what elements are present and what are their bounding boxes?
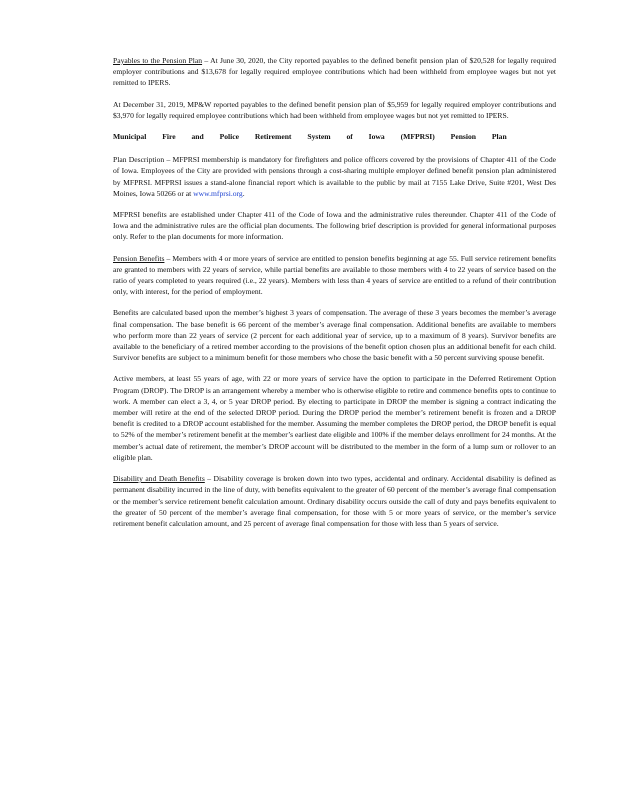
drop-paragraph <box>113 373 556 463</box>
section-heading: Municipal Fire and Police Retirement System of Iowa (MFPRSI) Pension Plan <box>113 132 507 142</box>
mfprsi-website-link[interactable]: www.mfprsi.org <box>193 188 243 198</box>
disability-text: – Disability coverage is broken down into two types, accidental and ordinary. Accidental disability is defined as permanent disability incurred in the line of duty, with benefits equivalent to the greater of 60 percent of the member’s average final compensation or the member’s service retirement benefit calculation amount. Ordinary disability occurs outside the call of duty and pays benefits equivalent to the greater of 50 percent of the member’s average final compensation, for those with 5 or more years of service, or the member’s service retirement benefit calculation amount, and 25 percent of average final compensation for those with less than 5 years of service. <box>113 474 556 528</box>
document-page <box>113 55 556 537</box>
benefits-calculation-paragraph <box>113 307 556 363</box>
disability-paragraph <box>113 473 556 529</box>
pension-benefits-lead: Pension Benefits <box>113 253 165 263</box>
payables-paragraph <box>113 55 556 89</box>
payables-lead: Payables to the Pension Plan <box>113 56 203 65</box>
pension-benefits-paragraph <box>113 253 556 298</box>
december-text: At December 31, 2019, MP&W reported payables to the defined benefit pension plan of $5,959 for legally required employer contributions and $3,970 for legally required employee contributions which had been withheld from employee wages but not yet remitted to IPERS. <box>113 99 556 120</box>
plan-description-text: Plan Description – MFPRSI membership is mandatory for firefighters and police officers covered by the provisions of Chapter 411 of the Code of Iowa. Employees of the City are provided with pensions through a cost-sharing multiple employer defined benefit pension plan administered by MFPRSI. MFPRSI issues a stand-alone financial report which is available to the public by mail at 7155 Lake Drive, Suite #201, West Des Moines, Iowa 50266 or at <box>113 155 556 198</box>
plan-description-paragraph <box>113 154 556 199</box>
pension-benefits-text: – Members with 4 or more years of service are entitled to pension benefits beginning at age 55. Full service retirement benefits are granted to members with 22 years of service, while partial benefits are available to those members with 4 to 22 years of service based on the ratio of years completed to years required (i.e., 22 years). Members with less than 4 years of service are entitled to a refund of their contribution only, with interest, for the period of employment. <box>113 253 556 297</box>
drop-text: Active members, at least 55 years of age, with 22 or more years of service have the option to participate in the Deferred Retirement Option Program (DROP). The DROP is an arrangement whereby a member who is otherwise eligible to retire and commence benefits opts to continue to work. A member can elect a 3, 4, or 5 year DROP period. By electing to participate in DROP the member is signing a contract indicating the member will retire at the end of the selected DROP period. During the DROP period the member’s retirement benefit is frozen and a DROP benefit is credited to a DROP account established for the member. Assuming the member completes the DROP period, the DROP benefit is equal to 52% of the member’s retirement benefit at the member’s earliest date eligible and 100% if the member delays enrollment for 24 months. At the member’s actual date of retirement, the member’s DROP account will be distributed to the member in the form of a lump sum or rollover to an eligible plan. <box>113 374 556 462</box>
plan-description-tail: . <box>242 188 245 198</box>
benefits-established-paragraph <box>113 209 556 243</box>
disability-lead: Disability and Death Benefits <box>113 474 205 484</box>
december-payables-paragraph <box>113 99 556 121</box>
benefits-established-text: MFPRSI benefits are established under Chapter 411 of the Code of Iowa and the administrative rules thereunder. Chapter 411 of the Code of Iowa and the administrative rules are the official plan documents. The following brief description is provided for general informational purposes only. Refer to the plan documents for more information. <box>113 210 556 242</box>
payables-text: – At June 30, 2020, the City reported payables to the defined benefit pension plan of $20,528 for legally required employer contributions and $13,678 for legally required employee contributions which had been withheld from employee wages but not yet remitted to IPERS. <box>113 56 557 88</box>
benefits-calculation-text: Benefits are calculated based upon the member’s highest 3 years of compensation. The average of these 3 years becomes the member’s average final compensation. The base benefit is 66 percent of the member’s average final compensation. Additional benefits are available to members who perform more than 22 years of service (2 percent for each additional year of service, up to a maximum of 8 years). Survivor benefits are available to the beneficiary of a retired member according to the provisions of the benefit option chosen plus an additional benefit for each child. Survivor benefits are subject to a minimum benefit for those members who chose the basic benefit with a 50 percent surviving spouse benefit. <box>113 308 556 363</box>
